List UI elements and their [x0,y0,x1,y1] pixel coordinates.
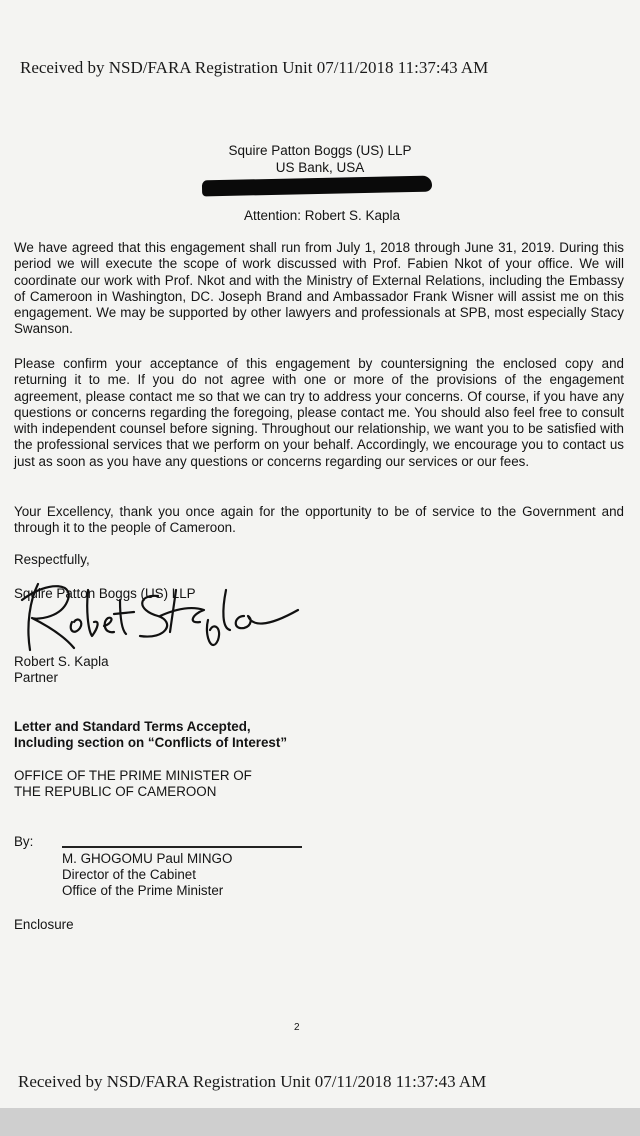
office-line-1: OFFICE OF THE PRIME MINISTER OF [14,768,252,783]
address-firm: Squire Patton Boggs (US) LLP [228,143,412,158]
body-paragraph-engagement: We have agreed that this engagement shall run from July 1, 2018 through June 31, 2019. During this period we will execute the scope of work discussed with Prof. Fabien Nkot of your office. We will coordinate our work with Prof. Nkot and with the Ministry of External Relations, including the Embassy of Cameroon in Washington, DC. Joseph Brand and Ambassador Frank Wisner will assist me on this engagement. We may be supported by other lawyers and professionals at SPB, most especially Stacy Swanson. [14,240,624,337]
acceptance-line-1: Letter and Standard Terms Accepted, [14,719,251,734]
handwritten-signature [8,570,308,660]
closing-salutation: Respectfully, [14,552,90,567]
office-line-2: THE REPUBLIC OF CAMEROON [14,784,217,799]
page-number: 2 [294,1022,300,1033]
address-attention: Attention: Robert S. Kapla [243,208,401,223]
body-paragraph-thanks: Your Excellency, thank you once again for the opportunity to be of service to the Government and through it to the people of Cameroon. [14,504,624,536]
signatory-firm: Squire Patton Boggs (US) LLP [14,586,196,601]
address-building: US Bank, USA [275,160,365,175]
acceptance-line-2: Including section on “Conflicts of Interest” [14,735,288,750]
countersign-name: M. GHOGOMU Paul MINGO [62,851,233,866]
redaction-bar [202,176,432,197]
fara-received-stamp-top: Received by NSD/FARA Registration Unit 07/11/2018 11:37:43 AM [20,58,489,77]
by-label: By: [14,834,34,849]
signature-line [62,846,302,848]
signatory-name: Robert S. Kapla [14,654,109,669]
fara-received-stamp-bottom: Received by NSD/FARA Registration Unit 07/11/2018 11:37:43 AM [18,1072,487,1091]
body-paragraph-confirmation: Please confirm your acceptance of this engagement by countersigning the enclosed copy and returning it to me. If you do not agree with one or more of the provisions of the engagement agreement, please contact me so that we can try to address your concerns. Of course, if you have any questions or concerns regarding the foregoing, please contact me. You should also feel free to consult with independent counsel before signing. Throughout our relationship, we want you to be satisfied with the professional services that we perform on your behalf. Accordingly, we encourage you to contact us just as soon as you have any questions or concerns regarding our services or our fees. [14,356,624,469]
enclosure-note: Enclosure [14,917,74,932]
signatory-title: Partner [14,670,58,685]
countersign-title: Director of the Cabinet [62,867,196,882]
screenshot-bottom-bar [0,1108,640,1136]
countersign-office: Office of the Prime Minister [62,883,224,898]
